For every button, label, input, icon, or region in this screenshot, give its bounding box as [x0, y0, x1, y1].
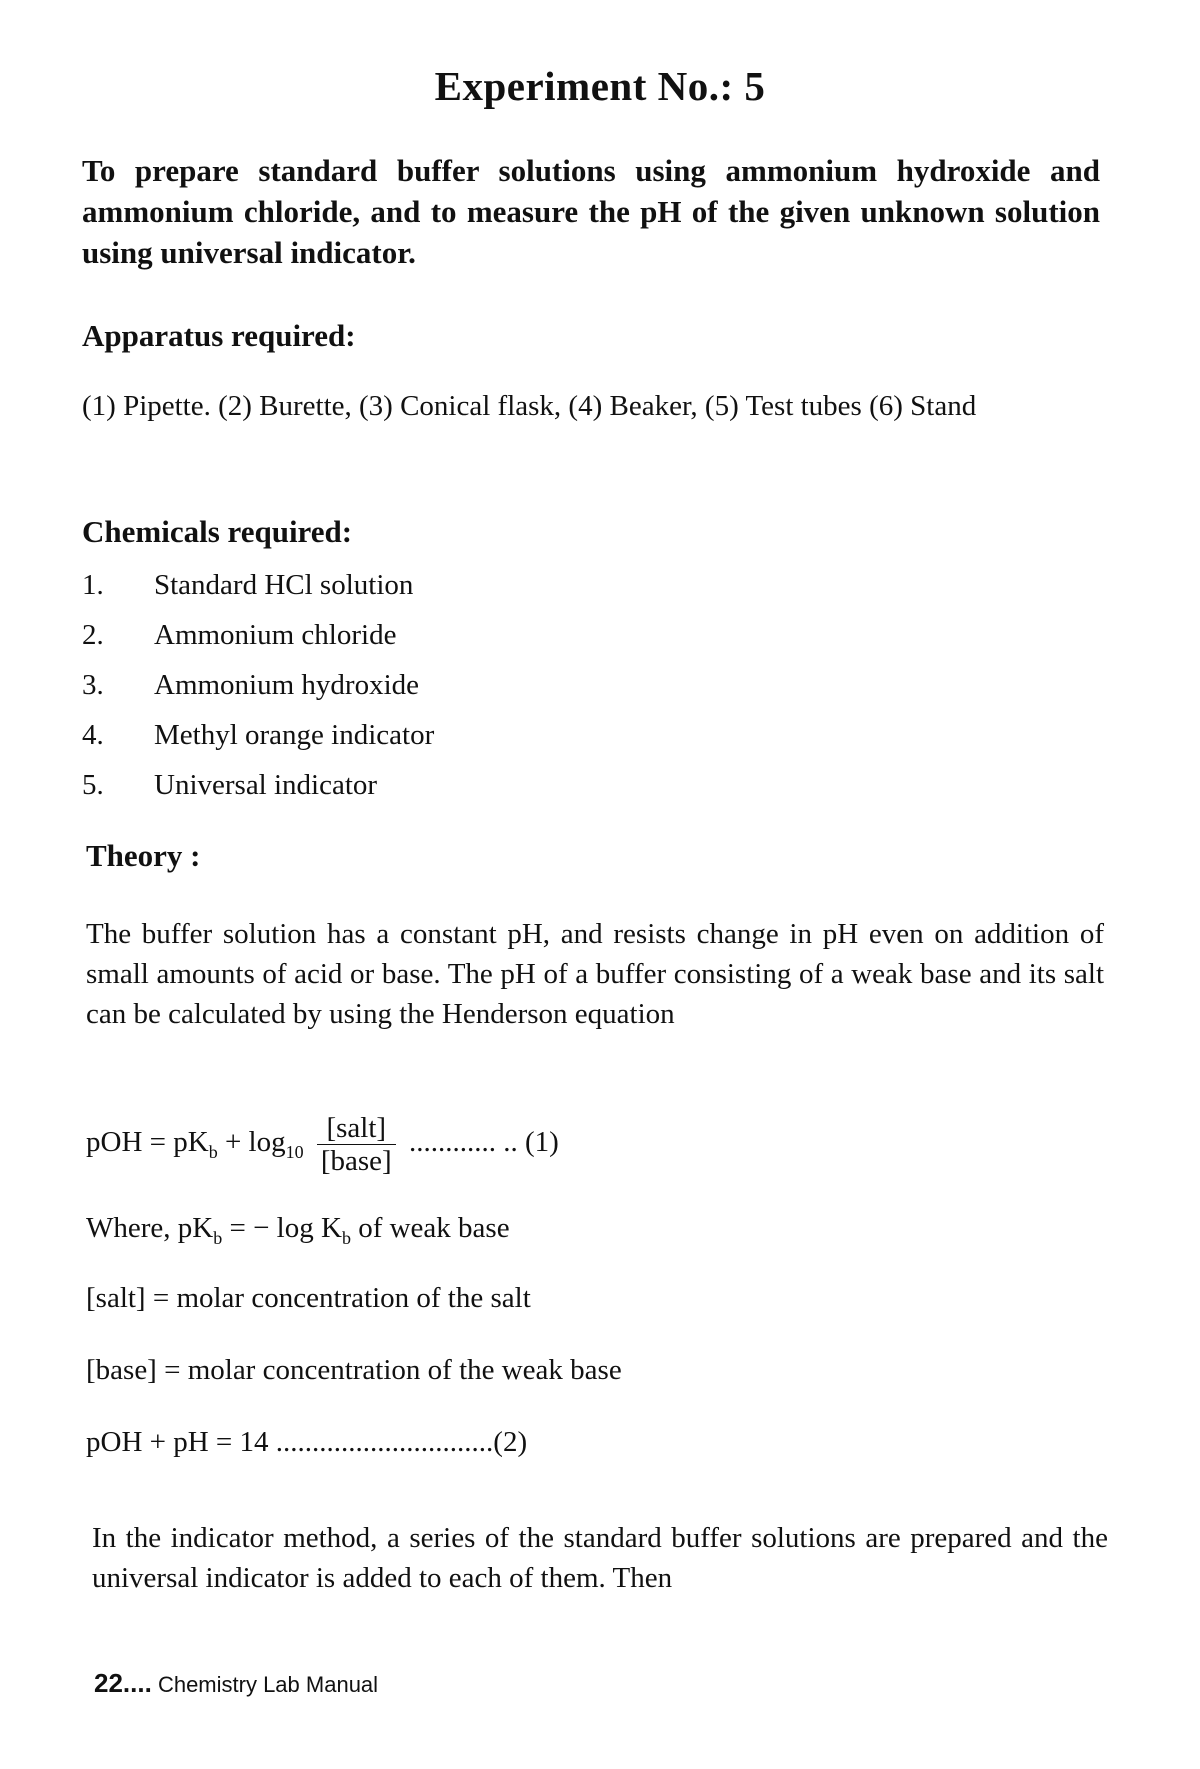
equation-log: + log — [217, 1126, 286, 1159]
fraction-denominator: [base] — [320, 1145, 392, 1177]
list-item-number: 4. — [82, 719, 104, 751]
list-item-label: Ammonium hydroxide — [154, 669, 420, 701]
list-item-number: 5. — [82, 769, 104, 801]
apparatus-heading: Apparatus required: — [82, 318, 356, 353]
where-middle: = − log K — [222, 1212, 342, 1244]
chemicals-list — [82, 560, 434, 810]
list-item-label: Standard HCl solution — [154, 569, 414, 601]
list-item-number: 3. — [82, 669, 104, 701]
fraction-numerator: [salt] — [317, 1112, 396, 1145]
list-item-label: Methyl orange indicator — [154, 719, 435, 751]
theory-paragraph-1: The buffer solution has a constant pH, and resists change in pH even on addition of small amounts of acid or base. The pH of a buffer consisting of a weak base and its salt can be calculated by using the Henderson equation — [86, 918, 1104, 1030]
where-subscript: b — [213, 1227, 223, 1248]
apparatus-list-text: (1) Pipette. (2) Burette, (3) Conical flask, (4) Beaker, (5) Test tubes (6) Stand — [82, 390, 977, 422]
page-number: 22.... — [94, 1668, 152, 1698]
chemicals-heading: Chemicals required: — [82, 514, 353, 549]
list-item-label: Universal indicator — [154, 769, 378, 801]
experiment-title: Experiment No.: 5 — [434, 63, 766, 109]
equation-subscript: b — [208, 1141, 218, 1162]
list-item — [82, 660, 434, 710]
theory-heading: Theory : — [86, 838, 201, 873]
list-item-number: 1. — [82, 569, 104, 601]
poh-ph-equation: pOH + pH = 14 ..............................(2) — [86, 1426, 528, 1458]
list-item — [82, 610, 434, 660]
henderson-equation — [86, 1112, 559, 1177]
where-definition — [86, 1212, 510, 1249]
list-item — [82, 560, 434, 610]
log-base-subscript: 10 — [285, 1141, 304, 1162]
list-item — [82, 710, 434, 760]
base-definition: [base] = molar concentration of the weak base — [86, 1354, 622, 1386]
equation-lhs: pOH = pK — [86, 1126, 209, 1159]
where-prefix: Where, pK — [86, 1212, 214, 1244]
aim-statement: To prepare standard buffer solutions using ammonium hydroxide and ammonium chloride, and to measure the pH of the given unknown solution using universal indicator. — [82, 153, 1100, 270]
equation-number: ............ .. (1) — [401, 1126, 559, 1159]
salt-definition: [salt] = molar concentration of the salt — [86, 1282, 531, 1314]
list-item-label: Ammonium chloride — [154, 619, 397, 651]
list-item-number: 2. — [82, 619, 104, 651]
salt-base-fraction — [317, 1112, 396, 1177]
book-title: Chemistry Lab Manual — [157, 1672, 379, 1697]
theory-paragraph-2: In the indicator method, a series of the standard buffer solutions are prepared and the universal indicator is added to each of them. Then — [92, 1522, 1108, 1594]
list-item — [82, 760, 434, 810]
page-footer — [94, 1668, 378, 1699]
where-subscript: b — [341, 1227, 351, 1248]
where-suffix: of weak base — [350, 1212, 510, 1244]
